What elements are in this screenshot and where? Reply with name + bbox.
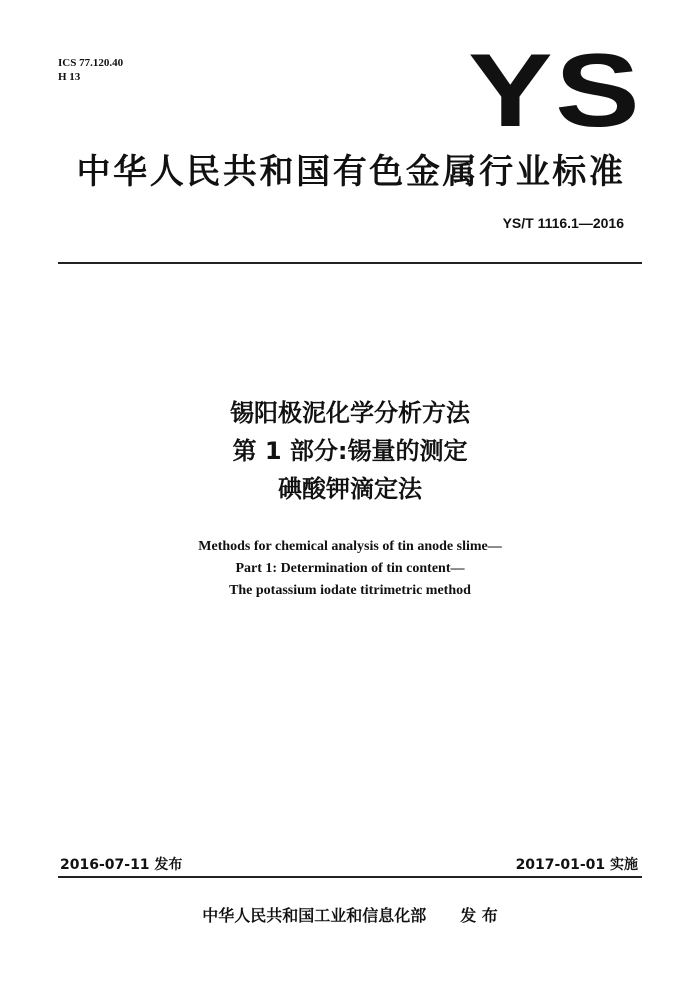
implementation-date: 2017-01-01 实施 (515, 857, 638, 873)
ics-code: ICS 77.120.40 (58, 57, 124, 69)
classification-codes (58, 56, 123, 84)
ccs-code: H 13 (58, 71, 81, 83)
english-title-line-2: Part 1: Determination of tin content— (235, 561, 465, 576)
standard-number: YS/T 1116.1—2016 (502, 215, 624, 231)
chinese-title-line-2: 第 1 部分:锡量的测定 (232, 437, 468, 465)
header-divider (58, 262, 642, 264)
footer-divider (58, 876, 642, 878)
chinese-title-line-1: 锡阳极泥化学分析方法 (230, 399, 470, 427)
english-title (0, 536, 700, 602)
chinese-title-line-3: 碘酸钾滴定法 (278, 475, 422, 503)
english-title-line-3: The potassium iodate titrimetric method (229, 583, 471, 598)
issue-date: 2016-07-11 发布 (60, 857, 183, 873)
ys-logo: YS (468, 33, 643, 149)
english-title-line-1: Methods for chemical analysis of tin anode slime— (198, 539, 502, 554)
issue-label: 发 布 (460, 906, 498, 925)
publisher-line (0, 904, 700, 928)
chinese-title (0, 394, 700, 508)
issuing-authority: 中华人民共和国工业和信息化部 (202, 906, 427, 925)
standard-category-title: 中华人民共和国有色金属行业标准 (76, 152, 626, 192)
